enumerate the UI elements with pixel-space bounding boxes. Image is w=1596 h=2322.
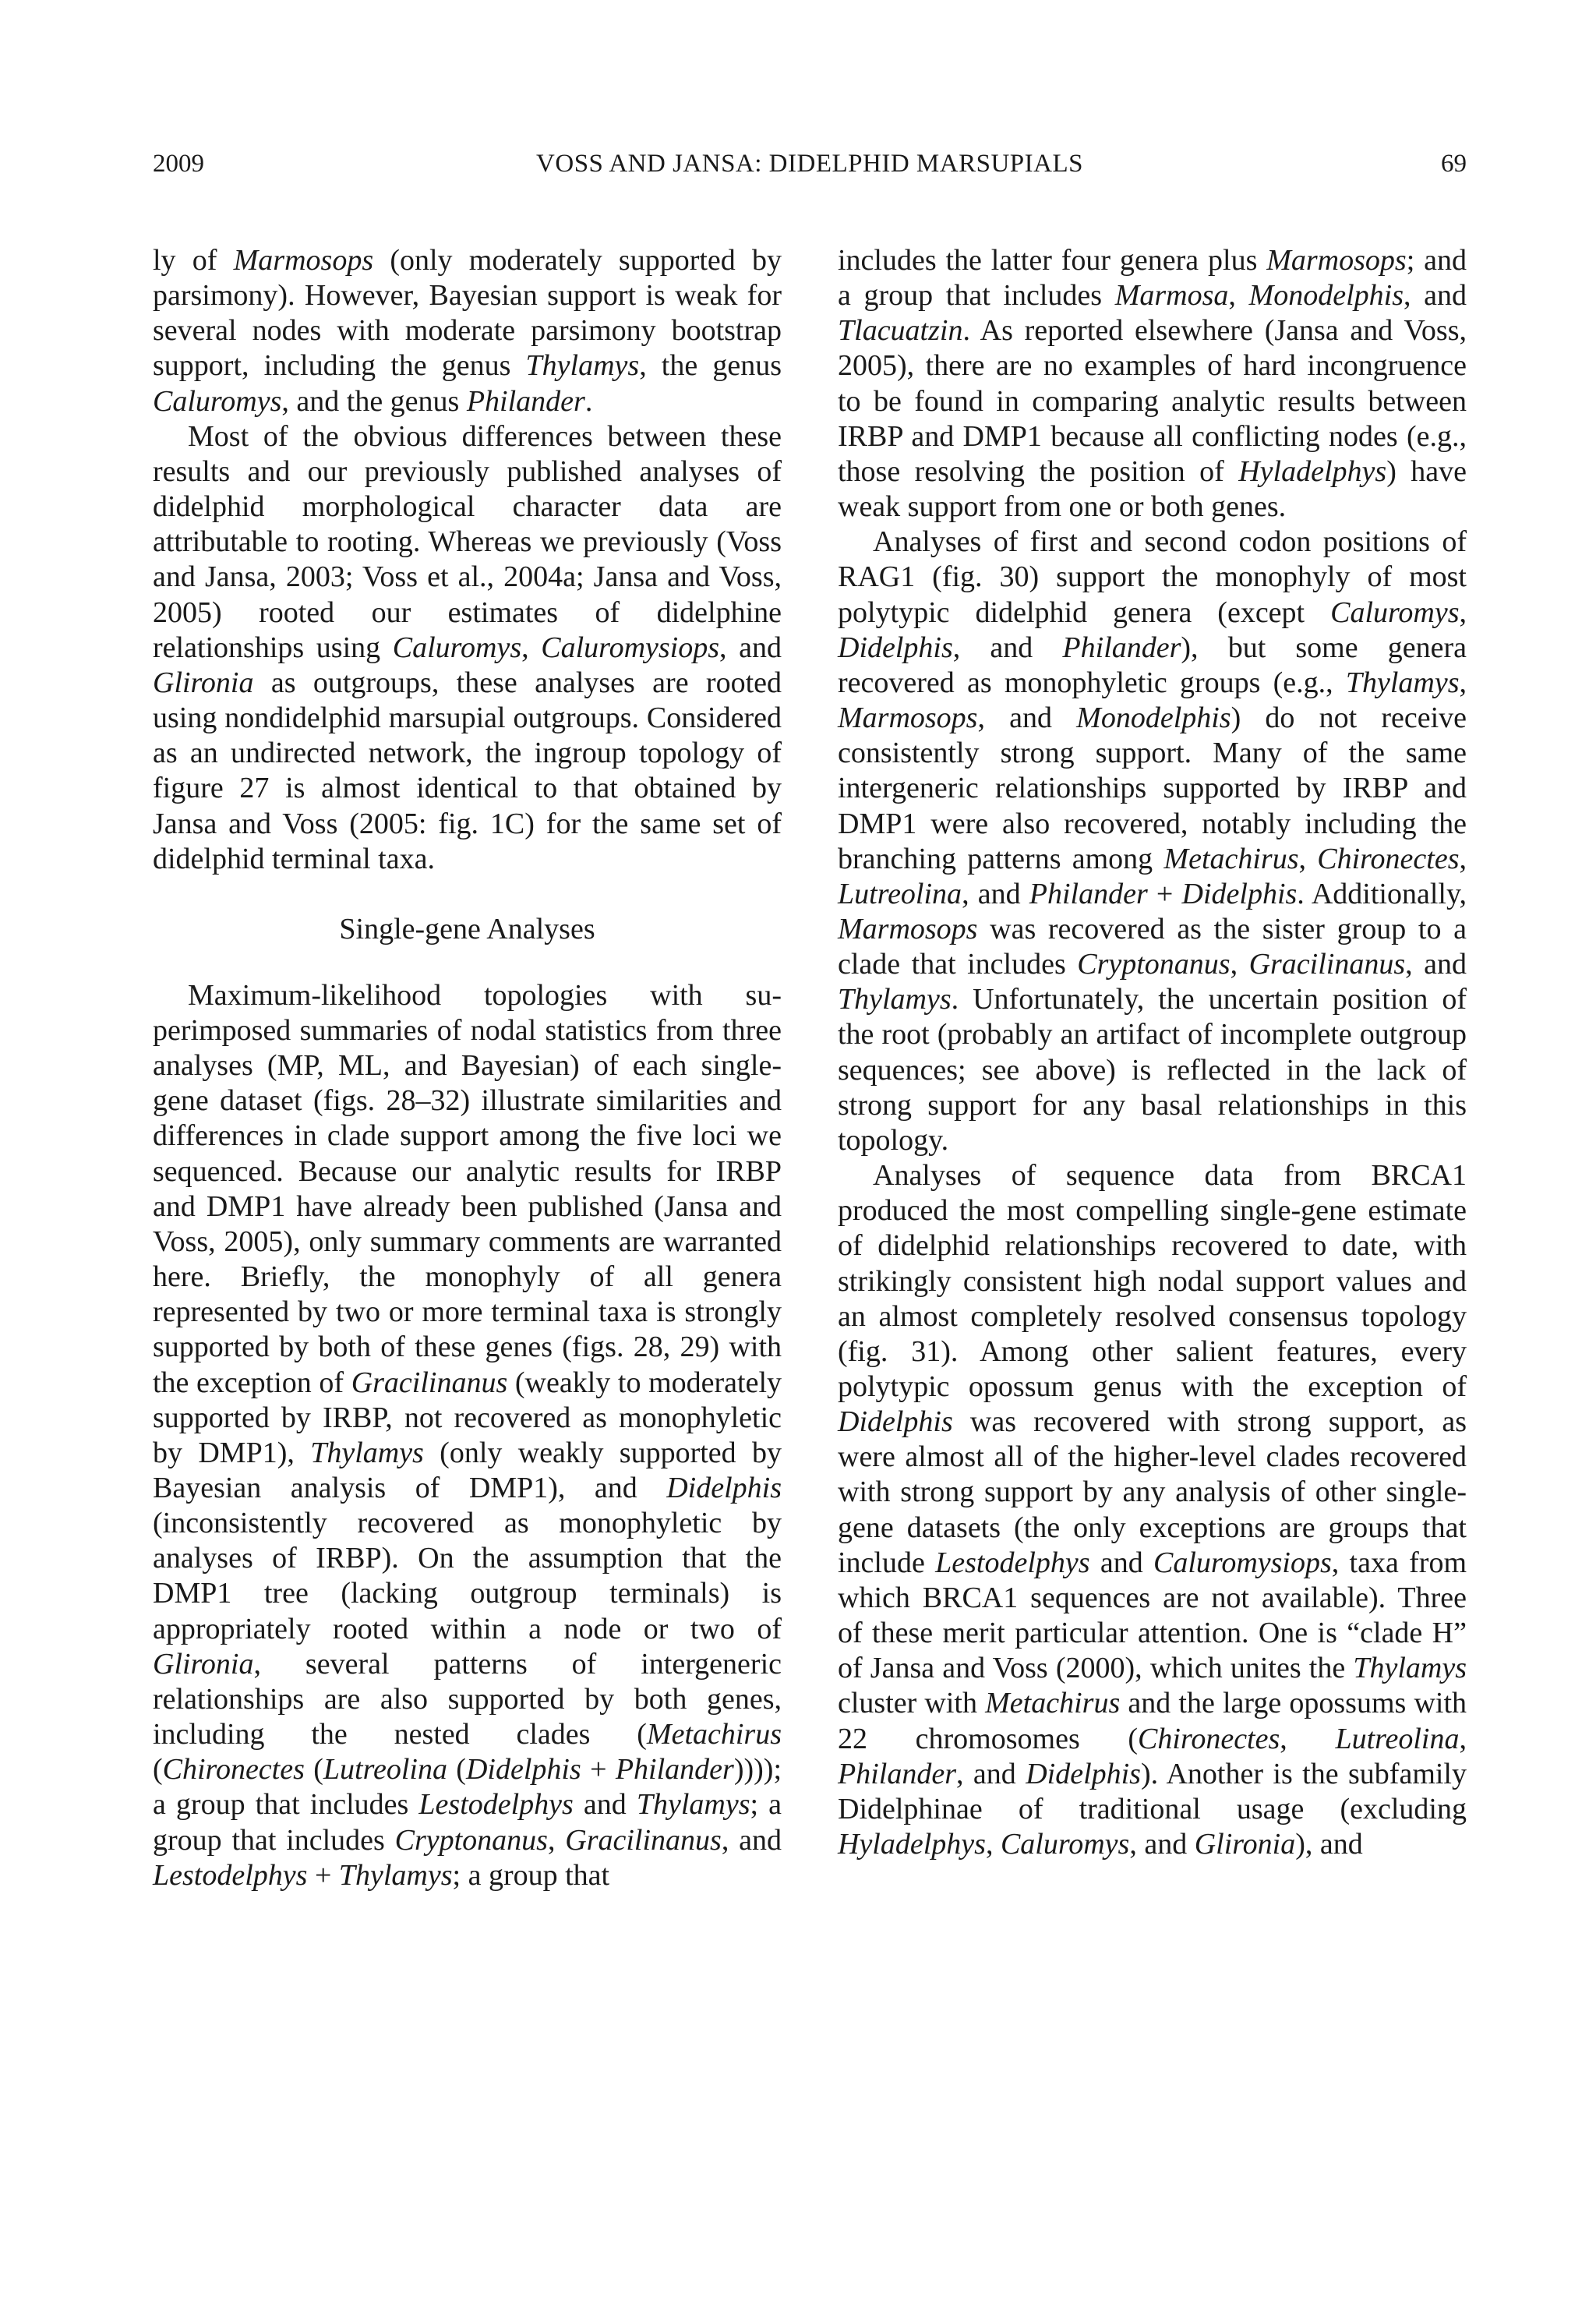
section-heading: Single-gene Analyses	[339, 912, 595, 945]
right-column	[838, 243, 1467, 1862]
page-number: 69	[1441, 150, 1467, 178]
running-title: VOSS AND JANSA: DIDELPHID MARSUPIALS	[536, 150, 1083, 178]
paragraph: Maximum-likelihood topologies with superimposed summaries of nodal statistics from three analyses (MP, ML, and Bayesian) of each single-gene dataset (figs. 28–32) illustrate similarities and differences in clade support among the five loci we sequenced. Because our analytic results for IRBP and DMP1 have already been published (Jansa and Voss, 2005), only summary comments are warranted here. Briefly, the monophyly of all genera represented by two or more terminal taxa is strongly supported by both of these genes (figs. 28, 29) with the exception of Gracilinanus (weakly to moderately supported by IRBP, not recovered as monophyletic by DMP1), Thylamys (only weakly supported by Bayesian analysis of DMP1), and Didelphis (inconsistently recovered as monophyletic by analyses of IRBP). On the assumption that the DMP1 tree (lacking outgroup terminals) is appropriately rooted within a node or two of Glironia, several patterns of intergeneric relationships are also supported by both genes, including the nested clades (Metachirus (Chironectes (Lutreolina (Didelphis + Philander)))); a group that includes Lestodelphys and Thylamys; a group that includes Cryptonanus, Gracilinanus, and Lestodelphys + Thylamys; a group that	[153, 978, 782, 1892]
paragraph: Analyses of sequence data from BRCA1 produced the most compelling single-gene estimate of didelphid relationships recovered to date, with strikingly consistent high nodal support values and an almost completely resolved consensus topology (fig. 31). Among other salient features, every polytypic opossum genus with the exception of Didelphis was recovered with strong support, as were almost all of the higher-level clades recovered with strong support by any analysis of other single-gene datasets (the only exceptions are groups that include Lestodelphys and Caluromysiops, taxa from which BRCA1 sequences are not available). Three of these merit particular attention. One is “clade H” of Jansa and Voss (2000), which unites the Thylamys cluster with Metachirus and the large opossums with 22 chromosomes (Chironectes, Lutreolina, Philander, and Didelphis). Another is the subfamily Didelphinae of traditional usage (excluding Hyladelphys, Caluromys, and Glironia), and	[838, 1159, 1467, 1861]
paragraph: includes the latter four genera plus Marmosops; and a group that includes Marmosa, Monodelphis, and Tlacuatzin. As reported elsewhere (Jansa and Voss, 2005), there are no examples of hard incongruence to be found in comparing analytic results between IRBP and DMP1 because all conflicting nodes (e.g., those resolving the position of Hyladelphys) have weak support from one or both genes.	[838, 244, 1467, 524]
paragraph: Analyses of first and second codon positions of RAG1 (fig. 30) support the monophyly of most polytypic didelphid genera (except Caluromys, Didelphis, and Philander), but some genera recovered as monophyletic groups (e.g., Thylamys, Marmosops, and Monodelphis) do not receive consistently strong support. Many of the same intergeneric relationships supported by IRBP and DMP1 were also recovered, notably including the branching patterns among Metachirus, Chironectes, Lutreolina, and Philander + Didelphis. Additionally, Marmosops was recovered as the sister group to a clade that includes Cryptonanus, Gracilinanus, and Thylamys. Unfortunately, the uncertain position of the root (probably an artifact of incomplete outgroup sequences; see above) is reflected in the lack of strong support for any basal relationships in this topology.	[838, 525, 1467, 1157]
header-year: 2009	[153, 150, 204, 178]
running-header	[153, 145, 1467, 182]
paragraph: ly of Marmosops (only moderately supported by parsimony). However, Bayesian support is weak for several nodes with moderate parsimony bootstrap support, including the genus Thylamys, the genus Caluromys, and the genus Philander.	[153, 244, 782, 418]
paragraph: Most of the obvious differences between these results and our previously published analyses of didelphid morphological character data are attributable to rooting. Whereas we previously (Voss and Jansa, 2003; Voss et al., 2004a; Jansa and Voss, 2005) rooted our estimates of didelphine relationships using Caluromys, Caluromysiops, and Glironia as outgroups, these analyses are rooted using nondidelphid marsupial outgroups. Considered as an undirected network, the ingroup topology of figure 27 is almost identical to that obtained by Jansa and Voss (2005: fig. 1C) for the same set of didelphid terminal taxa.	[153, 419, 782, 875]
left-column	[153, 243, 782, 1893]
